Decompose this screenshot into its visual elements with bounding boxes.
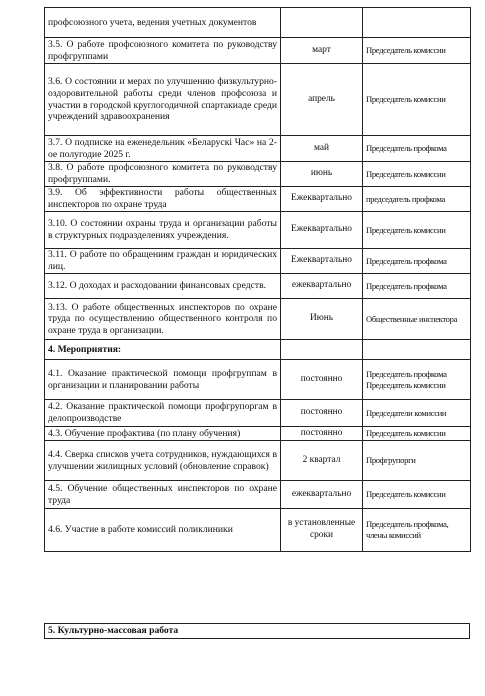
item-text: 3.11. О работе по обращениям граждан и юридических лиц. — [45, 249, 281, 274]
item-deadline: Июнь — [281, 299, 363, 340]
item-deadline: апрель — [281, 64, 363, 136]
item-deadline: 2 квартал — [281, 441, 363, 481]
item-responsible: Председатель профкома Председатель комиссии — [363, 360, 471, 400]
table-row — [45, 441, 471, 481]
item-deadline: постоянно — [281, 360, 363, 400]
item-deadline: май — [281, 136, 363, 162]
culture-section-title: 5. Культурно-массовая работа — [45, 624, 470, 639]
table-row — [45, 360, 471, 400]
item-responsible: Председатель комиссии — [363, 427, 471, 441]
item-responsible: Председатель профкома, члены комиссий — [363, 509, 471, 552]
item-text: 4.4. Сверка списков учета сотрудников, нуждающихся в улучшении жилищных условий (обновление справок) — [45, 441, 281, 481]
item-text: 4.6. Участие в работе комиссий поликлиники — [45, 509, 281, 552]
item-responsible: Председатель профкома — [363, 136, 471, 162]
item-text: 3.13. О работе общественных инспекторов по охране труда по осуществлению общественного контроля по охране труда в организации. — [45, 299, 281, 340]
culture-section-table — [44, 623, 470, 639]
section-title: 4. Мероприятия: — [45, 340, 281, 360]
item-deadline: ежеквартально — [281, 481, 363, 509]
item-responsible: Председатель профкома — [363, 249, 471, 274]
item-responsible: Председатель комиссии — [363, 38, 471, 64]
table-row — [45, 400, 471, 427]
item-text: профсоюзного учета, ведения учетных документов — [45, 8, 281, 38]
item-responsible — [363, 8, 471, 38]
table-row — [45, 249, 471, 274]
table-row — [45, 162, 471, 187]
item-deadline: постоянно — [281, 427, 363, 441]
table-row — [45, 481, 471, 509]
plan-table — [44, 7, 471, 552]
item-deadline: постоянно — [281, 400, 363, 427]
item-deadline — [281, 340, 363, 360]
section-row — [45, 340, 471, 360]
item-responsible: Председатель комиссии — [363, 64, 471, 136]
item-responsible: Председатель комиссии — [363, 212, 471, 249]
table-row — [45, 509, 471, 552]
item-deadline: март — [281, 38, 363, 64]
item-text: 3.7. О подписке на еженедельник «Беларускі Час» на 2-ое полугодие 2025 г. — [45, 136, 281, 162]
table-row — [45, 8, 471, 38]
item-responsible: Председатель комиссии — [363, 481, 471, 509]
item-deadline: июнь — [281, 162, 363, 187]
item-responsible: Председатель профкома — [363, 274, 471, 299]
item-text: 4.5. Обучение общественных инспекторов по охране труда — [45, 481, 281, 509]
item-responsible: Профгрупорги — [363, 441, 471, 481]
item-deadline: Ежеквартально — [281, 212, 363, 249]
item-responsible: Председатели комиссии — [363, 400, 471, 427]
item-text: 3.5. О работе профсоюзного комитета по руководству профгруппами — [45, 38, 281, 64]
item-text: 3.8. О работе профсоюзного комитета по руководству профгруппами. — [45, 162, 281, 187]
item-deadline — [281, 8, 363, 38]
table-row — [45, 136, 471, 162]
item-text: 3.12. О доходах и расходовании финансовых средств. — [45, 274, 281, 299]
table-row — [45, 212, 471, 249]
table-row — [45, 38, 471, 64]
item-text: 4.1. Оказание практической помощи профгруппам в организации и планировании работы — [45, 360, 281, 400]
item-responsible: Председатель комиссии — [363, 162, 471, 187]
item-text: 3.6. О состоянии и мерах по улучшению физкультурно-оздоровительной работы среди членов профсоюза и участии в городской круглогодичной спартакиаде среди учреждений здравоохранения — [45, 64, 281, 136]
item-text: 4.2. Оказание практической помощи профгрупоргам в делопроизводстве — [45, 400, 281, 427]
table-row — [45, 427, 471, 441]
item-responsible — [363, 340, 471, 360]
item-text: 4.3. Обучение профактива (по плану обучения) — [45, 427, 281, 441]
table-row — [45, 64, 471, 136]
table-row — [45, 274, 471, 299]
item-text: 3.9. Об эффективности работы общественных инспекторов по охране труда — [45, 187, 281, 212]
table-row — [45, 187, 471, 212]
item-deadline: Ежеквартально — [281, 249, 363, 274]
item-deadline: в установленные сроки — [281, 509, 363, 552]
item-responsible: Общественные инспектора — [363, 299, 471, 340]
item-deadline: ежеквартально — [281, 274, 363, 299]
item-deadline: Ежеквартально — [281, 187, 363, 212]
table-row — [45, 299, 471, 340]
item-responsible: председатель профкома — [363, 187, 471, 212]
item-text: 3.10. О состоянии охраны труда и организации работы в структурных подразделениях учреждения. — [45, 212, 281, 249]
culture-section-row — [45, 624, 470, 639]
